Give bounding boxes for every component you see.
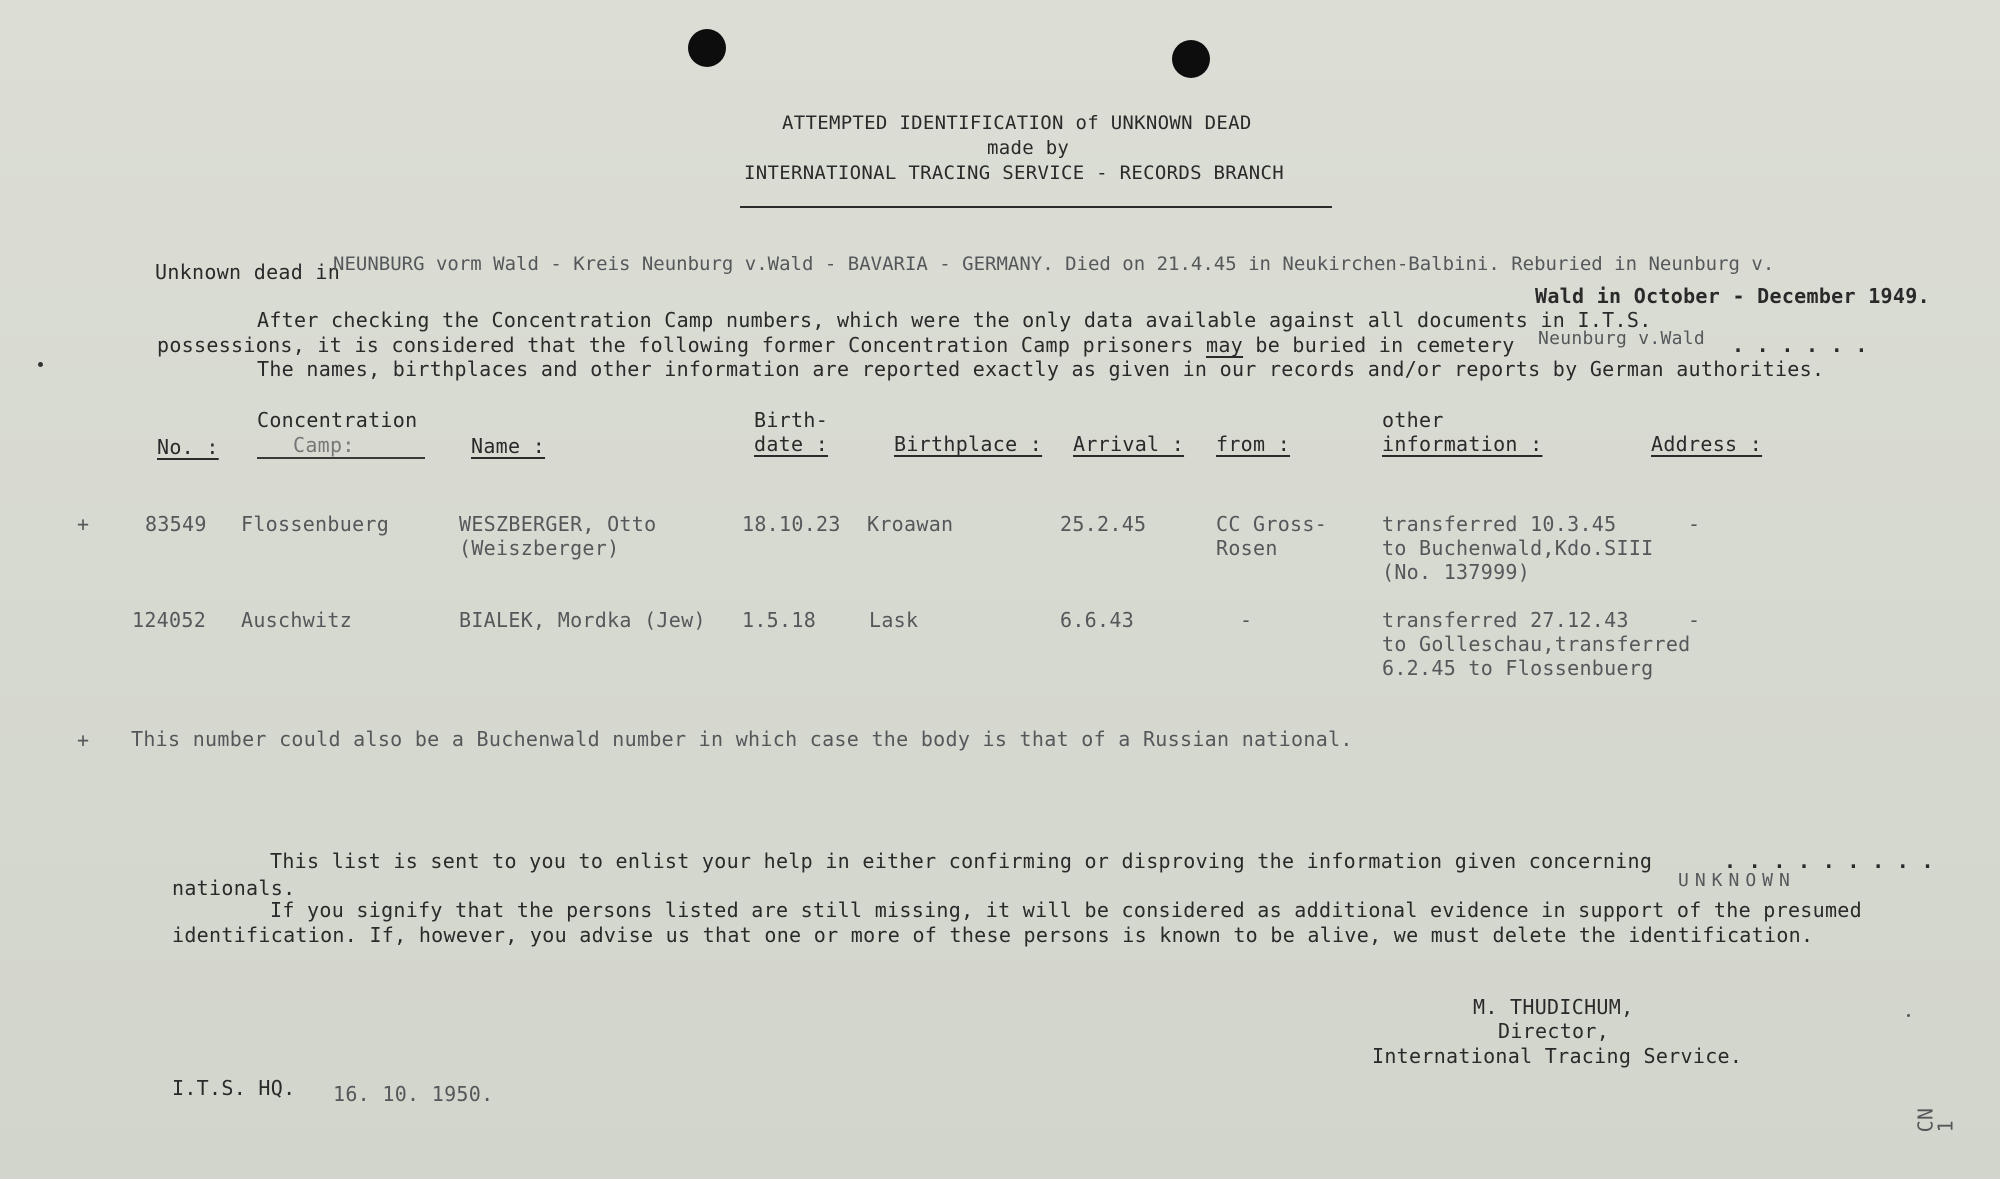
row-arrival: 25.2.45 xyxy=(1060,512,1147,536)
punch-hole-left xyxy=(688,29,726,67)
title-line-2: made by xyxy=(987,137,1070,159)
row-name-1: WESZBERGER, Otto xyxy=(459,512,657,536)
header-arrival: Arrival : xyxy=(1073,432,1185,456)
header-from: from : xyxy=(1216,432,1291,456)
footnote-text: This number could also be a Buchenwald number in which case the body is that of a Russian national. xyxy=(131,727,1353,751)
row-info-2: to Golleschau,transferred xyxy=(1382,632,1691,656)
row-name-1: BIALEK, Mordka (Jew) xyxy=(459,608,706,632)
row-marker: + xyxy=(77,512,90,536)
cemetery-name: Neunburg v.Wald xyxy=(1538,328,1706,349)
row-from-1: CC Gross- xyxy=(1216,512,1328,536)
header-other-top: other xyxy=(1382,408,1444,432)
row-info-3: 6.2.45 to Flossenbuerg xyxy=(1382,656,1654,680)
unknown-stamp: UNKNOWN xyxy=(1678,870,1796,891)
footer-date: 16. 10. 1950. xyxy=(333,1082,494,1106)
row-no: 83549 xyxy=(145,512,207,536)
row-camp: Flossenbuerg xyxy=(241,512,390,536)
row-from-1: - xyxy=(1240,608,1253,632)
cemetery-dots: . . . . . . xyxy=(1732,333,1868,357)
closing-nationals: nationals. xyxy=(172,876,296,900)
signature-name: M. THUDICHUM, xyxy=(1473,995,1634,1019)
row-no: 124052 xyxy=(132,608,207,632)
row-info-2: to Buchenwald,Kdo.SIII xyxy=(1382,536,1654,560)
signature-title: Director, xyxy=(1498,1019,1610,1043)
header-name: Name : xyxy=(471,434,546,458)
row-birthplace: Lask xyxy=(869,608,919,632)
intro-paragraph-2: The names, birthplaces and other information are reported exactly as given in our records and/or reports by German authorities. xyxy=(257,357,1825,381)
speck xyxy=(38,362,43,367)
place-line-2: Wald in October - December 1949. xyxy=(1535,284,1930,308)
unknown-dead-label: Unknown dead in xyxy=(155,260,341,284)
intro-paragraph-1b xyxy=(157,333,1515,357)
row-info-1: transferred 27.12.43 xyxy=(1382,608,1629,632)
punch-hole-right xyxy=(1172,40,1210,78)
header-rule xyxy=(740,206,1332,208)
header-birthplace: Birthplace : xyxy=(894,432,1043,456)
row-from-2: Rosen xyxy=(1216,536,1278,560)
row-birthplace: Kroawan xyxy=(867,512,954,536)
footer-hq: I.T.S. HQ. xyxy=(172,1076,296,1100)
footnote-marker: + xyxy=(77,728,90,752)
closing-paragraph-2a: If you signify that the persons listed are still missing, it will be considered as additional evidence in support of the presumed xyxy=(270,898,1862,922)
row-name-2: (Weiszberger) xyxy=(459,536,620,560)
title-line-1: ATTEMPTED IDENTIFICATION of UNKNOWN DEAD xyxy=(782,112,1252,134)
header-other-bottom: information : xyxy=(1382,432,1543,456)
header-camp-underline xyxy=(257,457,425,459)
row-info-1: transferred 10.3.45 xyxy=(1382,512,1617,536)
closing-paragraph-1: This list is sent to you to enlist your help in either confirming or disproving the information given concerning xyxy=(270,849,1653,873)
header-camp-top: Concentration xyxy=(257,408,418,432)
emphasis-may: may xyxy=(1206,333,1244,357)
page-mark: CN 1 xyxy=(1913,1107,1958,1133)
closing-dots: . . . . . . . . . xyxy=(1724,849,1934,873)
speck xyxy=(1907,1014,1910,1017)
row-info-3: (No. 137999) xyxy=(1382,560,1531,584)
header-no: No. : xyxy=(157,435,219,459)
row-address: - xyxy=(1688,608,1701,632)
header-birthdate-bottom: date : xyxy=(754,432,829,456)
intro-paragraph-1a: After checking the Concentration Camp numbers, which were the only data available against all documents in I.T.S. xyxy=(257,308,1652,332)
signature-org: International Tracing Service. xyxy=(1372,1044,1743,1068)
row-birthdate: 1.5.18 xyxy=(742,608,817,632)
header-address: Address : xyxy=(1651,432,1763,456)
closing-paragraph-2b: identification. If, however, you advise us that one or more of these persons is known to be alive, we must delete the identification. xyxy=(172,923,1814,947)
row-camp: Auschwitz xyxy=(241,608,353,632)
place-line: NEUNBURG vorm Wald - Kreis Neunburg v.Wald - BAVARIA - GERMANY. Died on 21.4.45 in Neukirchen-Balbini. Reburied in Neunburg v. xyxy=(333,253,1775,275)
row-birthdate: 18.10.23 xyxy=(742,512,841,536)
row-arrival: 6.6.43 xyxy=(1060,608,1135,632)
row-address: - xyxy=(1688,512,1701,536)
header-birthdate-top: Birth- xyxy=(754,408,829,432)
title-line-3: INTERNATIONAL TRACING SERVICE - RECORDS BRANCH xyxy=(744,162,1284,184)
header-camp-bottom: Camp: xyxy=(293,433,355,457)
intro-paragraph-1b-pre: possessions, it is considered that the following former Concentration Camp prisoners xyxy=(157,333,1194,357)
intro-paragraph-1b-post: be buried in cemetery xyxy=(1255,333,1515,357)
